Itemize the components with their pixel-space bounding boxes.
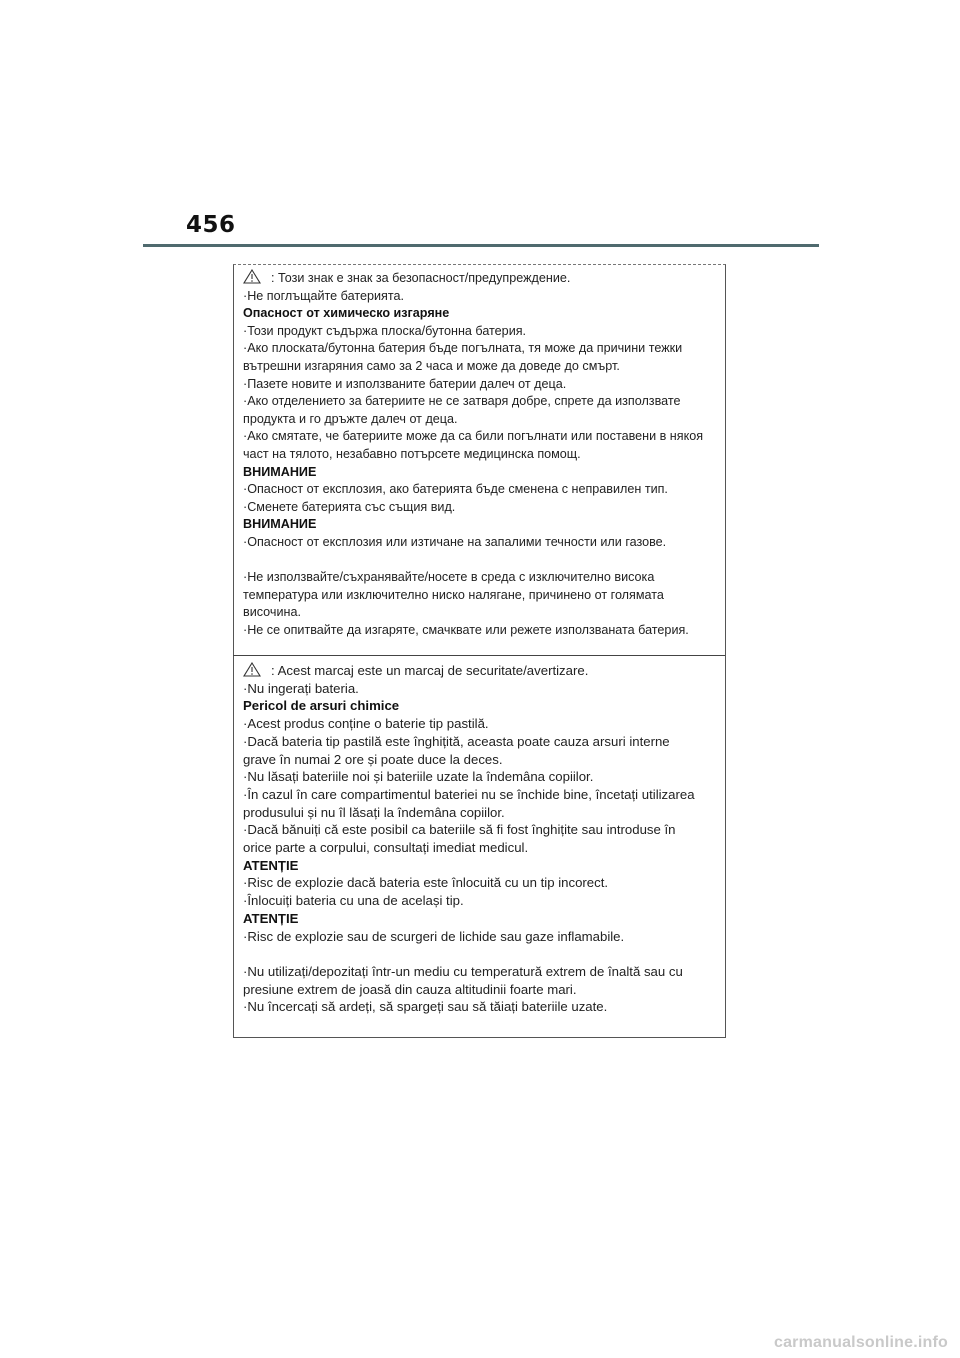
bulgarian-line: продукта и го дръжте далеч от деца. — [243, 411, 458, 426]
romanian-line: ·Dacă bănuiți că este posibil ca bateriile să fi fost înghițite sau introduse în — [243, 822, 676, 838]
romanian-line: produsului și nu îl lăsați la îndemâna copiilor. — [243, 804, 505, 820]
bulgarian-blank-line — [243, 552, 718, 570]
bulgarian-symbol-text: : Този знак е знак за безопасност/предупреждение. — [271, 271, 571, 285]
romanian-line: ·Înlocuiți bateria cu una de același tip. — [243, 893, 464, 909]
bulgarian-line: ·Ако плоската/бутонна батерия бъде погълната, тя може да причини тежки — [243, 341, 683, 356]
romanian-line: ·Nu utilizați/depozitați într-un mediu cu temperatură extrem de înaltă sau cu — [243, 963, 683, 979]
bulgarian-line: ·Ако смятате, че батериите може да са били погълнати или поставени в някоя — [243, 429, 704, 444]
bulgarian-line: ·Сменете батерията със същия вид. — [243, 499, 456, 514]
bulgarian-line: ·Този продукт съдържа плоска/бутонна батерия. — [243, 323, 527, 338]
bulgarian-line: вътрешни изгаряния само за 2 часа и може да доведе до смърт. — [243, 358, 620, 373]
bulgarian-line: температура или изключително ниско налягане, причинено от голямата — [243, 587, 664, 602]
romanian-heading: ATENȚIE — [243, 857, 299, 873]
bulgarian-heading: ВНИМАНИЕ — [243, 464, 317, 479]
romanian-line: ·Nu ingerați bateria. — [243, 680, 359, 696]
romanian-line: ·Risc de explozie sau de scurgeri de lichide sau gaze inflamabile. — [243, 928, 625, 944]
watermark: carmanualsonline.info — [773, 1334, 948, 1351]
bulgarian-line: част на тялото, незабавно потърсете медицинска помощ. — [243, 446, 581, 461]
warning-triangle-icon — [243, 269, 261, 284]
page-number: 456 — [186, 212, 236, 238]
romanian-line: ·Nu încercați să ardeți, să spargeți sau să tăiați bateriile uzate. — [243, 999, 608, 1015]
bulgarian-line: ·Не използвайте/съхранявайте/носете в среда с изключително висока — [243, 570, 655, 585]
romanian-symbol-line — [243, 662, 718, 680]
bulgarian-lines — [243, 288, 718, 640]
romanian-blank-line — [243, 945, 718, 963]
romanian-line: ·Nu lăsați bateriile noi și bateriile uzate la îndemâna copiilor. — [243, 769, 594, 785]
romanian-heading: ATENȚIE — [243, 910, 299, 926]
bulgarian-line: ·Ако отделението за батериите не се затваря добре, спрете да използвате — [243, 394, 681, 409]
bulgarian-line: височина. — [243, 605, 301, 620]
romanian-lines — [243, 680, 718, 1016]
language-divider — [233, 655, 725, 656]
romanian-line: presiune extrem de joasă din cauza altitudinii foarte mari. — [243, 981, 577, 997]
romanian-section — [243, 662, 718, 1016]
bulgarian-line: ·Опасност от експлозия, ако батерията бъде сменена с неправилен тип. — [243, 482, 668, 497]
romanian-line: ·Acest produs conține o baterie tip pastilă. — [243, 716, 489, 732]
bulgarian-line: ·Пазете новите и използваните батерии далеч от деца. — [243, 376, 567, 391]
header-rule — [143, 244, 819, 247]
bulgarian-line: ·Опасност от експлозия или изтичане на запалими течности или газове. — [243, 534, 667, 549]
bulgarian-line: ·Не се опитвайте да изгаряте, смачквате или режете използваната батерия. — [243, 622, 689, 637]
romanian-symbol-text: : Acest marcaj este un marcaj de securitate/avertizare. — [271, 663, 589, 678]
romanian-line: ·Risc de explozie dacă bateria este înlocuită cu un tip incorect. — [243, 875, 609, 891]
romanian-line: grave în numai 2 ore și poate duce la deces. — [243, 751, 503, 767]
bulgarian-heading: Опасност от химическо изгаряне — [243, 306, 450, 321]
bulgarian-section — [243, 269, 718, 639]
bulgarian-line: ·Не поглъщайте батерията. — [243, 288, 404, 303]
romanian-line: ·În cazul în care compartimentul bateriei nu se închide bine, încetați utilizarea — [243, 786, 695, 802]
romanian-line: orice parte a corpului, consultați imediat medicul. — [243, 840, 529, 856]
bulgarian-heading: ВНИМАНИЕ — [243, 517, 317, 532]
warning-triangle-icon — [243, 662, 261, 677]
bulgarian-symbol-line — [243, 269, 718, 288]
romanian-heading: Pericol de arsuri chimice — [243, 698, 400, 714]
romanian-line: ·Dacă bateria tip pastilă este înghițită, aceasta poate cauza arsuri interne — [243, 733, 670, 749]
